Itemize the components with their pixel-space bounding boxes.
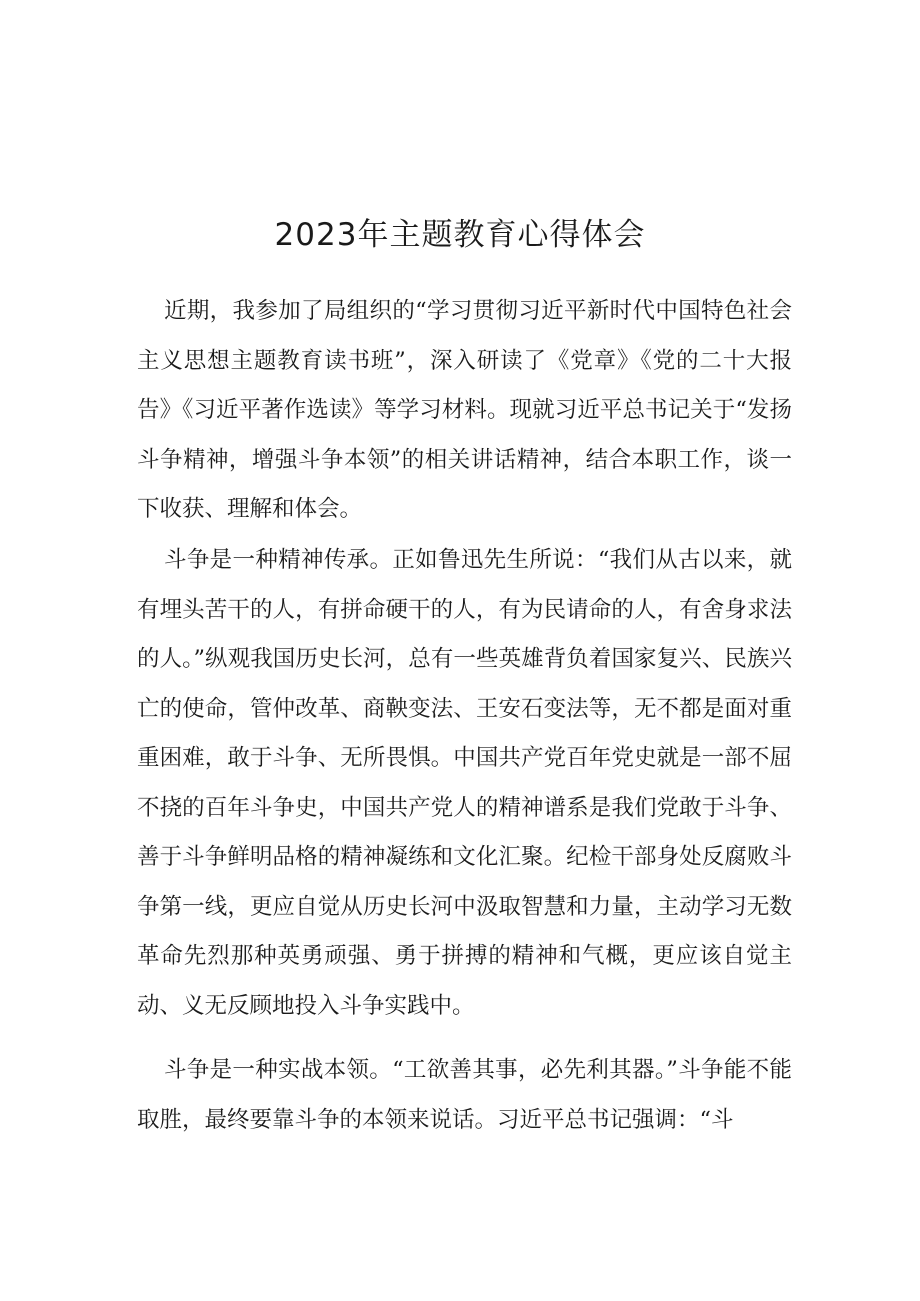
paragraph-spirit-heritage: 斗争是一种精神传承。正如鲁迅先生所说：“我们从古以来，就有埋头苦干的人，有拼命硬干的人，有为民请命的人，有舍身求法的人。”纵观我国历史长河，总有一些英雄背负着国家复兴、民族兴亡的使命，管仲改革、商鞅变法、王安石变法等，无不都是面对重重困难，敢于斗争、无所畏惧。中国共产党百年党史就是一部不屈不挠的百年斗争史，中国共产党人的精神谱系是我们党敢于斗争、善于斗争鲜明品格的精神凝练和文化汇聚。纪检干部身处反腐败斗争第一线，更应自觉从历史长河中汲取智慧和力量，主动学习无数革命先烈那种英勇顽强、勇于拼搏的精神和气概，更应该自觉主动、义无反顾地投入斗争实践中。: [137, 547, 792, 1019]
paragraph-combat-skill: 斗争是一种实战本领。“工欲善其事，必先利其器。”斗争能不能取胜，最终要靠斗争的本领来说话。习近平总书记强调：“斗: [137, 1057, 792, 1133]
paragraph-intro: 近期，我参加了局组织的“学习贯彻习近平新时代中国特色社会主义思想主题教育读书班”，深入研读了《党章》《党的二十大报告》《习近平著作选读》等学习材料。现就习近平总书记关于“发扬斗争精神，增强斗争本领”的相关讲话精神，结合本职工作，谈一下收获、理解和体会。: [137, 298, 792, 522]
document-title: 2023年主题教育心得体会: [274, 217, 646, 253]
